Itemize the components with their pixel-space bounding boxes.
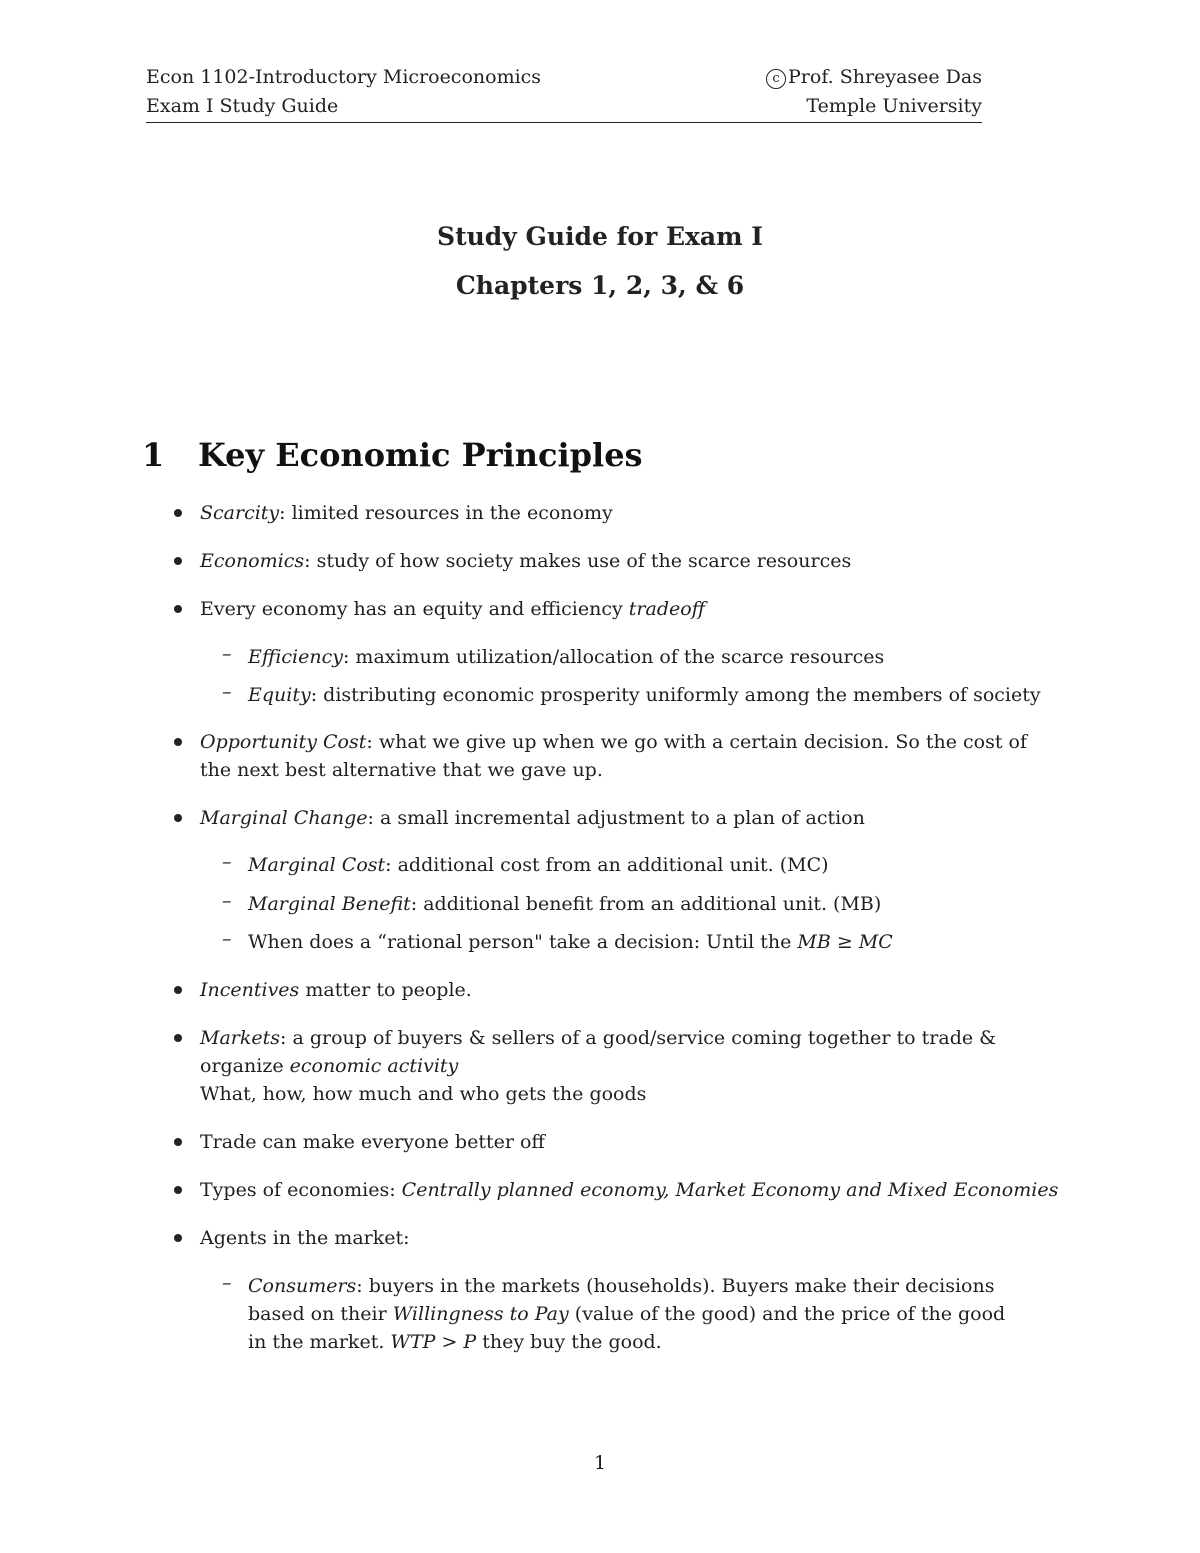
list-item-agents: Agents in the market: [200, 1227, 410, 1249]
sub-item-marginal-benefit: Marginal Benefit: additional benefit from an additional unit. (MB) [248, 893, 882, 915]
bullet-icon [174, 1138, 182, 1146]
page-number: 1 [593, 1452, 607, 1474]
page-subtitle: Chapters 1, 2, 3, & 6 [455, 271, 745, 300]
dash-marker: – [222, 1272, 232, 1294]
bullet-icon [174, 605, 182, 613]
author-name: c Prof. Shreyasee Das [766, 66, 982, 89]
dash-marker: – [222, 928, 232, 950]
bullet-icon [174, 557, 182, 565]
bullet-icon [174, 814, 182, 822]
sub-item-consumers: Consumers: buyers in the markets (households). Buyers make their decisions based on their Willingness to Pay (value of the good) and the price of the good in the market. WTP > P they buy the good. [248, 1275, 1006, 1353]
bullet-icon [174, 1034, 182, 1042]
header-rule [146, 122, 982, 123]
bullet-icon [174, 509, 182, 517]
list-item-trade: Trade can make everyone better off [200, 1131, 545, 1153]
list-item-tradeoff: Every economy has an equity and efficiency tradeoff [200, 598, 706, 620]
list-item-incentives: Incentives matter to people. [200, 979, 472, 1001]
bullet-icon [174, 986, 182, 994]
list-item-scarcity: Scarcity: limited resources in the economy [200, 502, 613, 524]
list-item-marginal-change: Marginal Change: a small incremental adjustment to a plan of action [200, 807, 865, 829]
dash-marker: – [222, 851, 232, 873]
bullet-icon [174, 738, 182, 746]
sub-item-marginal-cost: Marginal Cost: additional cost from an additional unit. (MC) [248, 854, 829, 876]
list-item-markets: Markets: a group of buyers & sellers of a good/service coming together to trade & organize economic activity What, how, how much and who gets the goods [200, 1027, 997, 1105]
list-item-opportunity-cost: Opportunity Cost: what we give up when we go with a certain decision. So the cost of the next best alternative that we gave up. [200, 731, 1028, 781]
bullet-icon [174, 1186, 182, 1194]
list-item-economics: Economics: study of how society makes use of the scarce resources [200, 550, 852, 572]
section-number: 1 [142, 436, 165, 474]
section-heading [142, 436, 643, 474]
sub-item-equity: Equity: distributing economic prosperity uniformly among the members of society [248, 684, 1041, 706]
copyright-icon: c [766, 69, 786, 89]
section-title: Key Economic Principles [198, 436, 643, 474]
university-name: Temple University [806, 95, 982, 117]
dash-marker: – [222, 643, 232, 665]
document-subtitle: Exam I Study Guide [146, 95, 339, 117]
dash-marker: – [222, 681, 232, 703]
bullet-icon [174, 1234, 182, 1242]
dash-marker: – [222, 890, 232, 912]
sub-item-efficiency: Efficiency: maximum utilization/allocation of the scarce resources [248, 646, 885, 668]
sub-item-rational-person: When does a “rational person" take a decision: Until the MB ≥ MC [248, 931, 893, 953]
list-item-economy-types: Types of economies: Centrally planned economy, Market Economy and Mixed Economies [200, 1179, 1059, 1201]
course-title: Econ 1102-Introductory Microeconomics [146, 66, 542, 88]
page-title: Study Guide for Exam I [437, 222, 763, 251]
